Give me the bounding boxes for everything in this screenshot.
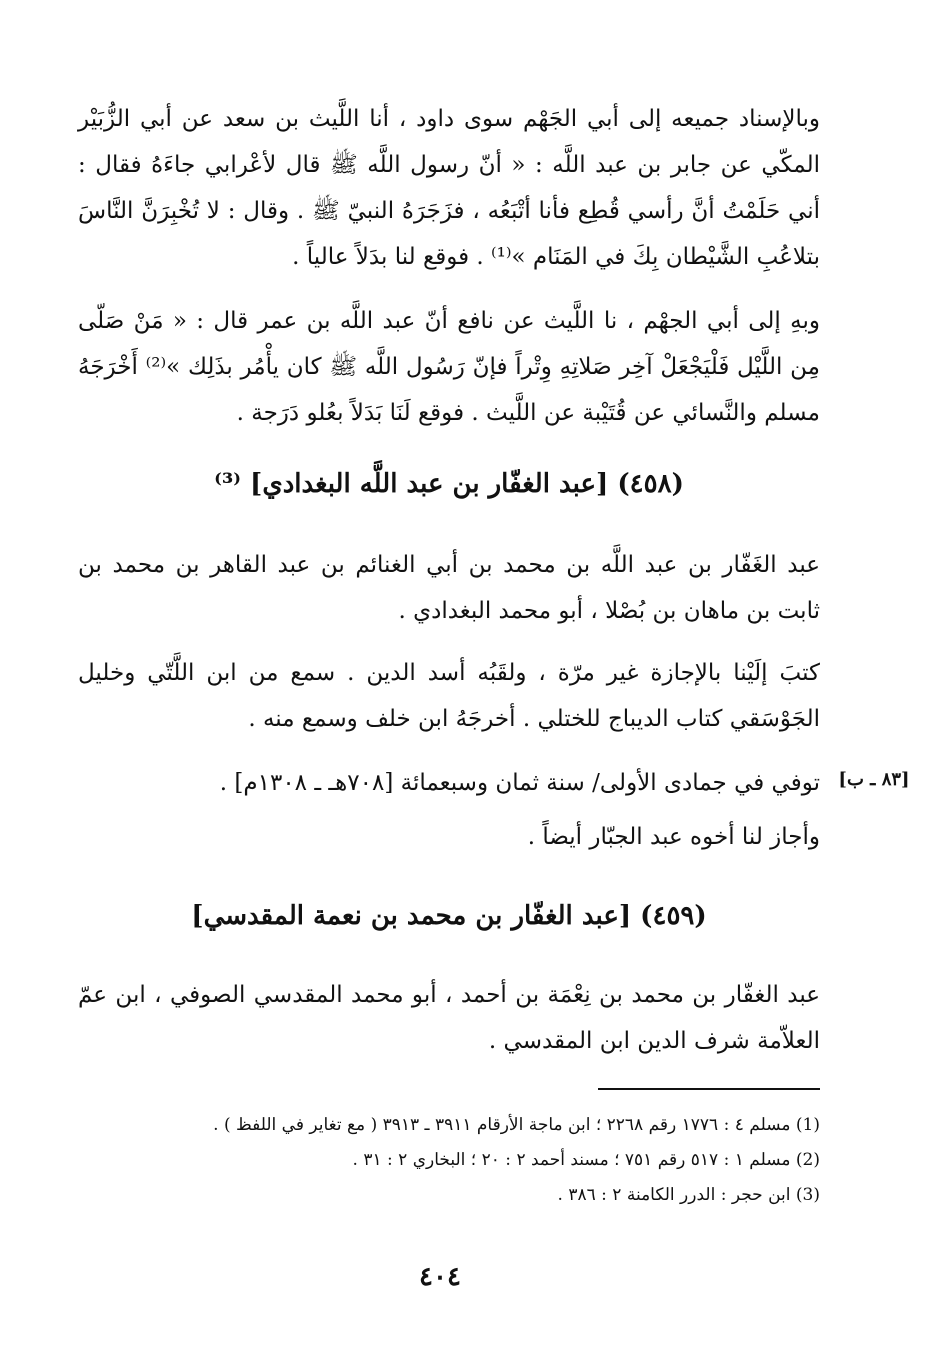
paragraph-entry-458-lineage: عبد الغَفّار بن عبد اللَّه بن محمد بن أبي الغنائم بن عبد القاهر بن محمد بن ثابت بن ماهان بن بُصْلا ، أبو محمد البغدادي . [78, 552, 820, 624]
paragraph-hadith-dream: وبالإسناد جميعه إلى أبي الجَهْم سوى داود ، أنا اللَّيث بن سعد عن أبي الزُّبَيْر المكّي عن جابر بن عبد اللَّه : « أنّ رسول اللَّه ﷺ قال لأعْرابي جاءَهُ فقال : أني حَلَمْتُ أنَّ رأسي قُطِع فأنا أتْبَعُه ، فزَجَرَهُ النبيّ ﷺ . وقال : لا تُخْبِرَنَّ النَّاسَ بتلاعُبِ الشَّيْطان بِكَ في المَنَام »⁽¹⁾ . فوقع لنا بدَلاً عالياً . [78, 106, 820, 270]
paragraph-entry-458-brother: وأجاز لنا أخوه عبد الجبّار أيضاً . [527, 824, 820, 850]
page-number: ٤٠٤ [419, 1262, 461, 1292]
footnotes-section [78, 1108, 820, 1213]
footnote-1: (1) مسلم ٤ : ١٧٧٦ رقم ٢٢٦٨ ؛ ابن ماجة الأرقام ٣٩١١ ـ ٣٩١٣ ( مع تغاير في اللفظ ) . [213, 1115, 820, 1135]
manuscript-folio-marker: [٨٣ ـ ب] [838, 769, 910, 790]
paragraph-entry-458-death: توفي في جمادى الأولى/ سنة ثمان وسبعمائة [٧٠٨هـ ـ ١٣٠٨م] . [219, 770, 820, 796]
entry-heading-458: (٤٥٨) [عبد الغفّار بن عبد اللَّه البغدادي] ⁽³⁾ [214, 469, 684, 499]
paragraph-entry-459-lineage: عبد الغفّار بن محمد بن نِعْمَة بن أحمد ، أبو محمد المقدسي الصوفي ، ابن عمّ العلاّمة شرف الدين ابن المقدسي . [78, 982, 820, 1054]
footnote-divider [598, 1088, 820, 1090]
entry-heading-459: (٤٥٩) [عبد الغفّار بن محمد بن نعمة المقدسي] [191, 901, 707, 931]
footnote-3: (3) ابن حجر : الدرر الكامنة ٢ : ٣٨٦ . [557, 1185, 820, 1205]
footnote-2: (2) مسلم ١ : ٥١٧ رقم ٧٥١ ؛ مسند أحمد ٢ : ٢٠ ؛ البخاري ٢ : ٣١ . [352, 1150, 820, 1170]
paragraph-entry-458-details: كتبَ إلَيْنا بالإجازة غير مرّة ، ولقَبُه أسد الدين . سمع من ابن اللَّتّي وخليل الجَوْسَقي كتاب الديباج للختلي . أخرجَهُ ابن خلف وسمع منه . [78, 660, 820, 732]
paragraph-hadith-witr: وبهِ إلى أبي الجهْم ، نا اللَّيث عن نافع أنّ عبد اللَّه بن عمر قال : « مَنْ صَلّى مِن اللَّيْل فَلْيَجْعَلْ آخِر صَلاتِهِ وِتْراً فإنّ رَسُول اللَّه ﷺ كان يأْمُر بذَلِك »⁽²⁾ أَخْرَجَهُ مسلم والنَّسائي عن قُتَيْبة عن اللَّيث . فوقع لَنَا بَدَلاً بعُلو دَرَجة . [78, 308, 820, 426]
